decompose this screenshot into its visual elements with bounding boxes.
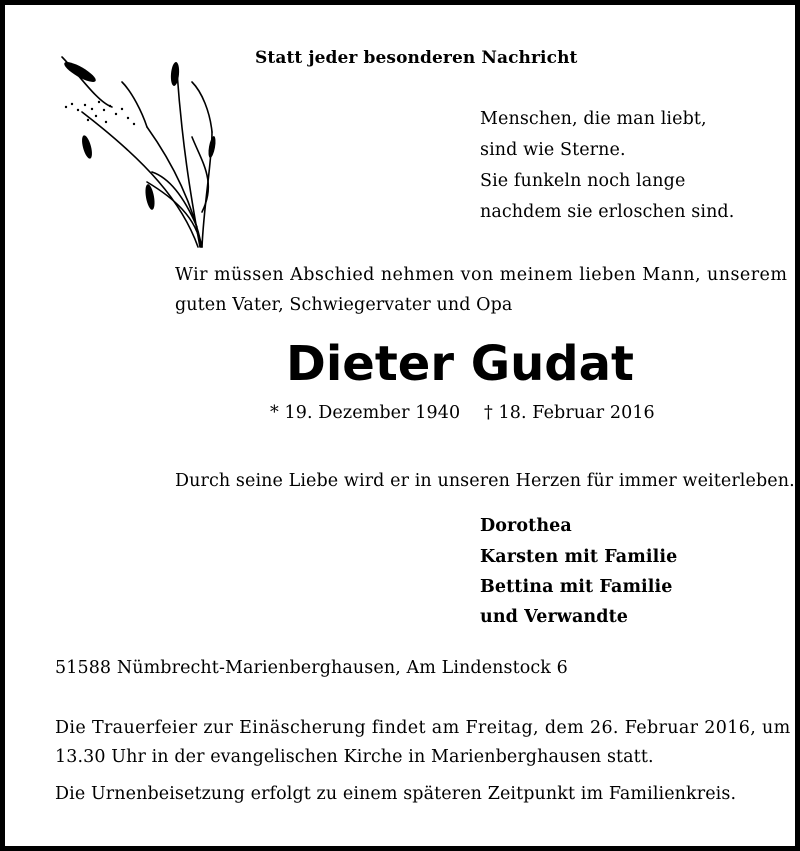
mourner: Dorothea xyxy=(480,516,572,536)
poem-line: Menschen, die man liebt, xyxy=(480,109,707,129)
ceremony-line: Die Trauerfeier zur Einäscherung findet am Freitag, dem 26. Februar 2016, um xyxy=(55,718,791,738)
wheat-grass-icon xyxy=(52,52,222,252)
family-address: 51588 Nümbrecht-Marienberghausen, Am Lindenstock 6 xyxy=(55,658,568,678)
poem-line: nachdem sie erloschen sind. xyxy=(480,202,735,222)
mourner: Karsten mit Familie xyxy=(480,547,678,567)
notice-header: Statt jeder besonderen Nachricht xyxy=(255,48,578,68)
poem-line: sind wie Sterne. xyxy=(480,140,626,160)
intro-line: Wir müssen Abschied nehmen von meinem lieben Mann, unserem xyxy=(175,265,788,285)
memorial-quote: Durch seine Liebe wird er in unseren Herzen für immer weiterleben. xyxy=(175,471,795,491)
birth-date: * 19. Dezember 1940 xyxy=(270,403,461,423)
mourner: und Verwandte xyxy=(480,607,628,627)
mourner: Bettina mit Familie xyxy=(480,577,673,597)
poem-line: Sie funkeln noch lange xyxy=(480,171,686,191)
death-date: † 18. Februar 2016 xyxy=(484,403,655,423)
deceased-name: Dieter Gudat xyxy=(286,336,634,392)
urn-burial-info: Die Urnenbeisetzung erfolgt zu einem späteren Zeitpunkt im Familienkreis. xyxy=(55,784,737,804)
ceremony-line: 13.30 Uhr in der evangelischen Kirche in Marienberghausen statt. xyxy=(55,747,654,767)
intro-line: guten Vater, Schwiegervater und Opa xyxy=(175,295,513,315)
